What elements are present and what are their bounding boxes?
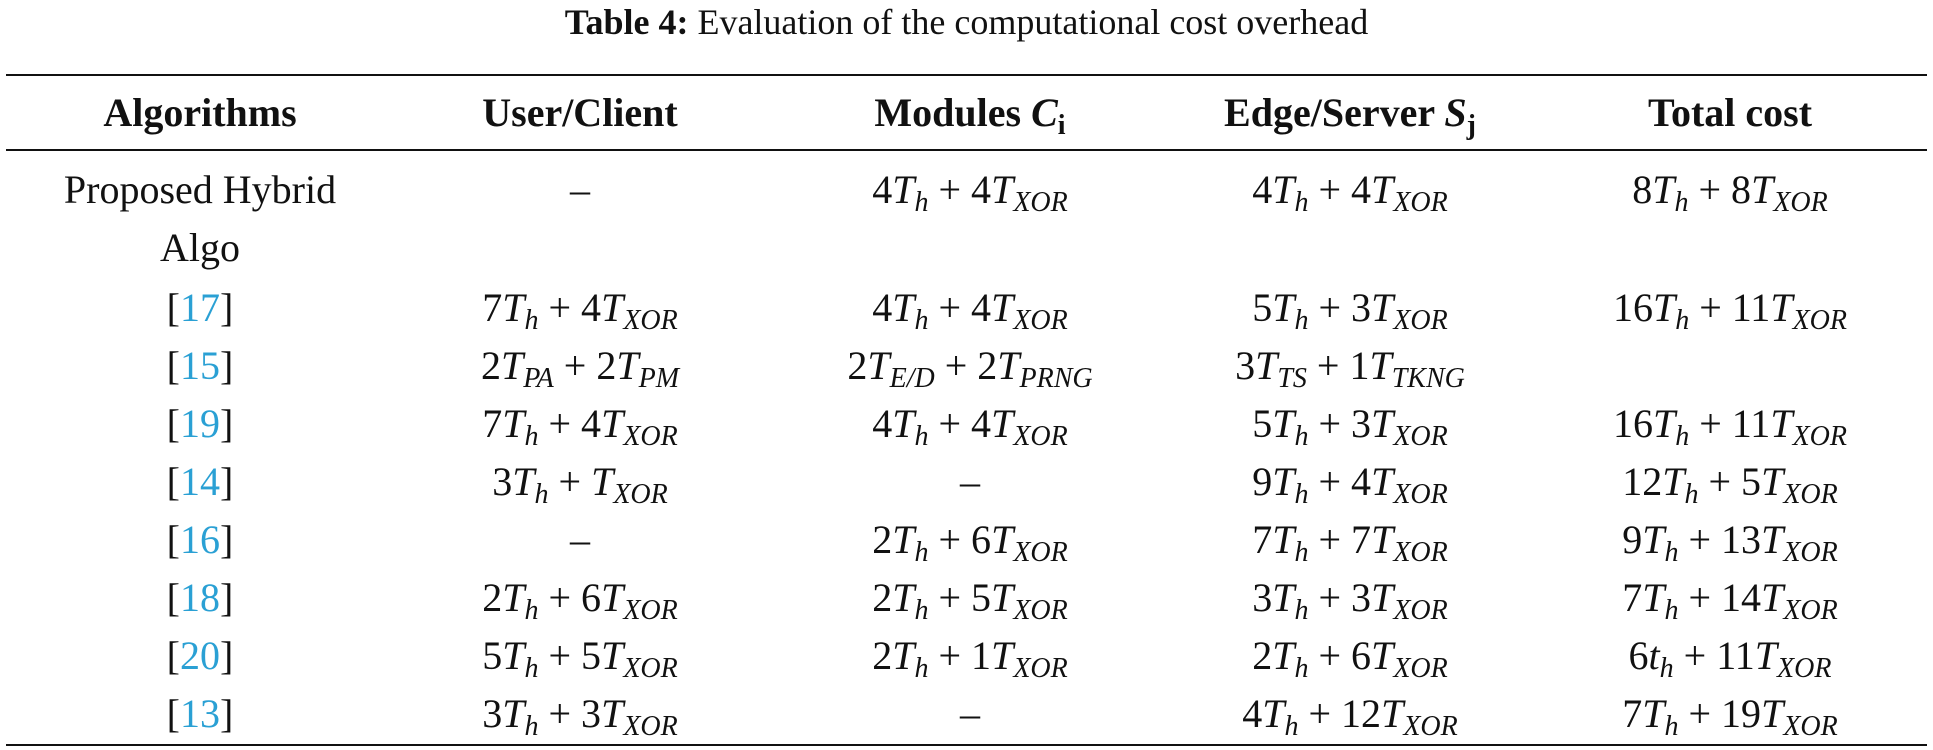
term-symbol: T — [892, 517, 915, 562]
term-coefficient: + 3 — [1308, 285, 1372, 330]
term-subscript: XOR — [1783, 711, 1838, 742]
term-subscript: XOR — [1403, 711, 1458, 742]
term-symbol: T — [1770, 285, 1793, 330]
term-subscript: XOR — [623, 305, 678, 336]
term-subscript: TS — [1277, 363, 1307, 394]
edge-cost-cell — [1190, 340, 1510, 392]
term-subscript: h — [1294, 187, 1309, 218]
term-subscript: h — [524, 711, 539, 742]
term-coefficient: 4 — [872, 285, 893, 330]
term-coefficient: 5 — [482, 633, 503, 678]
total-cost-cell — [1580, 688, 1880, 740]
header-rule — [6, 149, 1927, 151]
table-label: Table 4: — [564, 2, 689, 42]
cell-text: – — [960, 459, 980, 504]
term-coefficient: + 4 — [928, 285, 992, 330]
term-coefficient: + 14 — [1678, 575, 1762, 620]
term-symbol: T — [502, 633, 525, 678]
term-symbol: T — [991, 633, 1014, 678]
modules-cost-cell — [800, 398, 1140, 450]
term-symbol: T — [1652, 167, 1675, 212]
term-symbol: T — [502, 575, 525, 620]
term-subscript: PRNG — [1019, 363, 1093, 394]
term-coefficient: 2 — [872, 517, 893, 562]
header-user-client: User/Client — [482, 90, 678, 135]
term-subscript: PA — [523, 363, 554, 394]
term-symbol: T — [1662, 459, 1685, 504]
term-coefficient: 9 — [1252, 459, 1273, 504]
term-coefficient: 3 — [492, 459, 513, 504]
term-coefficient: + 3 — [538, 691, 602, 736]
modules-cost-cell — [800, 630, 1140, 682]
algorithm-cell-continued — [40, 222, 360, 274]
term-subscript: XOR — [1393, 479, 1448, 510]
term-symbol: T — [1371, 167, 1394, 212]
term-coefficient: 4 — [1252, 167, 1273, 212]
term-symbol: T — [991, 401, 1014, 446]
term-symbol: T — [991, 575, 1014, 620]
header-edge-symbol: S — [1444, 90, 1467, 135]
term-symbol: T — [892, 401, 915, 446]
term-symbol: T — [1371, 459, 1394, 504]
term-symbol: T — [1371, 575, 1394, 620]
term-subscript: h — [1664, 537, 1679, 568]
cell-text: – — [960, 691, 980, 736]
term-coefficient: 3 — [482, 691, 503, 736]
term-coefficient: 4 — [872, 167, 893, 212]
term-subscript: XOR — [1777, 653, 1832, 684]
header-algorithms: Algorithms — [103, 90, 297, 135]
cell-text: – — [570, 517, 590, 562]
algorithm-cell[interactable] — [40, 572, 360, 624]
total-cost-cell — [1580, 340, 1880, 392]
header-edge-subscript: j — [1466, 110, 1476, 141]
total-cost-cell — [1580, 164, 1880, 216]
term-coefficient: 2 — [872, 575, 893, 620]
reference-link[interactable]: 17 — [180, 285, 220, 330]
header-total-cost: Total cost — [1647, 90, 1813, 135]
term-subscript: XOR — [1393, 653, 1448, 684]
header-modules — [800, 82, 1140, 144]
term-coefficient: 7 — [1622, 691, 1643, 736]
term-subscript: XOR — [1393, 305, 1448, 336]
term-subscript: h — [914, 653, 929, 684]
term-coefficient: 2 — [847, 343, 868, 388]
term-symbol: T — [1272, 285, 1295, 330]
term-subscript: XOR — [1393, 537, 1448, 568]
term-coefficient: 16 — [1612, 401, 1653, 446]
user-cost-cell — [420, 456, 740, 508]
term-coefficient: + 11 — [1689, 401, 1771, 446]
term-subscript: h — [914, 187, 929, 218]
user-cost-cell — [420, 164, 740, 216]
term-symbol: T — [512, 459, 535, 504]
term-symbol: T — [991, 517, 1014, 562]
term-subscript: XOR — [1013, 653, 1068, 684]
modules-cost-cell — [800, 282, 1140, 334]
term-symbol: T — [1262, 691, 1285, 736]
term-symbol: T — [1652, 401, 1676, 446]
term-subscript: E/D — [889, 363, 935, 394]
term-subscript: XOR — [623, 595, 678, 626]
term-subscript: XOR — [1792, 421, 1847, 452]
term-coefficient: + 2 — [934, 343, 998, 388]
algorithm-cell[interactable] — [40, 514, 360, 566]
user-cost-cell — [420, 282, 740, 334]
term-coefficient: + 8 — [1688, 167, 1752, 212]
term-coefficient: 2 — [480, 343, 501, 388]
term-coefficient: 5 — [1252, 285, 1273, 330]
term-subscript: h — [1284, 711, 1299, 742]
term-coefficient: 2 — [482, 575, 503, 620]
term-coefficient: + 4 — [538, 285, 602, 330]
term-subscript: XOR — [1783, 537, 1838, 568]
term-coefficient: 5 — [1252, 401, 1273, 446]
edge-cost-cell — [1190, 164, 1510, 216]
term-subscript: h — [524, 595, 539, 626]
table-title: Evaluation of the computational cost overhead — [697, 2, 1369, 42]
term-coefficient: + 6 — [928, 517, 992, 562]
total-cost-cell — [1580, 456, 1880, 508]
term-subscript: h — [1294, 653, 1309, 684]
term-symbol: T — [892, 575, 915, 620]
term-coefficient: 4 — [872, 401, 893, 446]
modules-cost-cell — [800, 456, 1140, 508]
edge-cost-cell — [1190, 456, 1510, 508]
term-coefficient: 7 — [1622, 575, 1643, 620]
user-cost-cell — [420, 572, 740, 624]
term-symbol: T — [1371, 285, 1394, 330]
term-symbol: T — [601, 575, 624, 620]
reference-bracket-close: ] — [220, 633, 234, 678]
term-subscript: h — [1294, 595, 1309, 626]
modules-cost-cell — [800, 572, 1140, 624]
term-coefficient: + 6 — [538, 575, 602, 620]
reference-bracket-close: ] — [220, 575, 234, 620]
term-subscript: PM — [638, 363, 680, 394]
algorithm-name-line1: Proposed Hybrid — [63, 167, 337, 212]
term-subscript: h — [524, 305, 539, 336]
term-coefficient: 7 — [482, 401, 503, 446]
term-subscript: h — [534, 479, 549, 510]
term-coefficient: 12 — [1622, 459, 1663, 504]
term-subscript: XOR — [613, 479, 668, 510]
user-cost-cell — [420, 688, 740, 740]
reference-bracket-open: [ — [166, 401, 180, 446]
term-coefficient: 16 — [1612, 285, 1653, 330]
reference-bracket-close: ] — [220, 401, 234, 446]
header-modules-subscript: i — [1057, 110, 1066, 141]
term-subscript: XOR — [1013, 305, 1068, 336]
reference-link[interactable]: 20 — [180, 633, 220, 678]
term-symbol: T — [1371, 633, 1394, 678]
modules-cost-cell — [800, 514, 1140, 566]
term-coefficient: + 4 — [538, 401, 602, 446]
modules-cost-cell — [800, 164, 1140, 216]
table-caption — [0, 0, 1933, 44]
term-symbol: T — [601, 633, 624, 678]
term-coefficient: + 4 — [1308, 167, 1372, 212]
term-symbol: T — [1751, 167, 1774, 212]
term-symbol: T — [1371, 517, 1394, 562]
term-subscript: h — [1294, 421, 1309, 452]
reference-bracket-close: ] — [220, 517, 234, 562]
term-coefficient: + 7 — [1308, 517, 1372, 562]
term-symbol: T — [1381, 691, 1404, 736]
term-subscript: XOR — [1013, 595, 1068, 626]
reference-bracket-open: [ — [166, 575, 180, 620]
user-cost-cell — [420, 340, 740, 392]
term-symbol: T — [1369, 343, 1392, 388]
term-coefficient: + 5 — [928, 575, 992, 620]
term-subscript: h — [1294, 479, 1309, 510]
term-coefficient: + 4 — [1308, 459, 1372, 504]
term-symbol: T — [997, 343, 1020, 388]
term-coefficient: + 3 — [1308, 401, 1372, 446]
term-symbol: T — [616, 343, 639, 388]
term-symbol: T — [1371, 401, 1394, 446]
algorithm-cell[interactable] — [40, 340, 360, 392]
term-symbol: T — [502, 285, 525, 330]
term-coefficient: + 5 — [1698, 459, 1762, 504]
term-symbol: T — [1761, 459, 1784, 504]
algorithm-cell[interactable] — [40, 282, 360, 334]
term-symbol: T — [1272, 401, 1295, 446]
term-symbol: T — [1272, 167, 1295, 212]
term-symbol: T — [502, 691, 525, 736]
reference-bracket-open: [ — [166, 459, 180, 504]
term-subscript: XOR — [1013, 537, 1068, 568]
term-subscript: h — [1675, 421, 1690, 452]
term-symbol: T — [1642, 517, 1665, 562]
term-symbol: T — [991, 285, 1014, 330]
reference-link[interactable]: 13 — [180, 691, 220, 736]
reference-bracket-open: [ — [166, 285, 180, 330]
reference-link[interactable]: 18 — [180, 575, 220, 620]
user-cost-cell — [420, 514, 740, 566]
term-coefficient: + 4 — [928, 167, 992, 212]
term-coefficient: 4 — [1242, 691, 1263, 736]
term-subscript: h — [524, 421, 539, 452]
term-symbol: T — [1642, 691, 1665, 736]
term-symbol: T — [1272, 575, 1295, 620]
term-subscript: XOR — [1773, 187, 1828, 218]
term-symbol: T — [591, 459, 614, 504]
term-subscript: TKNG — [1391, 363, 1465, 394]
term-subscript: h — [1664, 595, 1679, 626]
term-symbol: T — [1255, 343, 1278, 388]
term-coefficient: + 13 — [1678, 517, 1762, 562]
term-subscript: XOR — [1783, 479, 1838, 510]
term-subscript: h — [1684, 479, 1699, 510]
term-coefficient: 8 — [1632, 167, 1653, 212]
term-symbol: T — [1272, 633, 1295, 678]
modules-cost-cell — [800, 688, 1140, 740]
reference-link[interactable]: 14 — [180, 459, 220, 504]
header-modules-symbol: C — [1031, 90, 1058, 135]
term-symbol: T — [1754, 633, 1777, 678]
term-symbol: T — [892, 285, 915, 330]
algorithm-cell[interactable] — [40, 398, 360, 450]
header-modules-label: Modules — [874, 90, 1022, 135]
term-symbol: T — [601, 691, 624, 736]
reference-bracket-close: ] — [220, 285, 234, 330]
term-coefficient: 6 — [1628, 633, 1649, 678]
total-cost-cell — [1580, 282, 1880, 334]
term-subscript: h — [524, 653, 539, 684]
bottom-rule — [6, 744, 1927, 746]
term-subscript: h — [1659, 653, 1674, 684]
header-edge-server — [1190, 82, 1510, 144]
total-cost-cell — [1580, 572, 1880, 624]
term-subscript: h — [914, 537, 929, 568]
user-cost-cell — [420, 630, 740, 682]
term-coefficient: 3 — [1252, 575, 1273, 620]
term-subscript: XOR — [1393, 421, 1448, 452]
term-subscript: XOR — [1013, 421, 1068, 452]
total-cost-cell — [1580, 398, 1880, 450]
reference-bracket-open: [ — [166, 343, 180, 388]
term-symbol: T — [867, 343, 890, 388]
term-subscript: h — [914, 421, 929, 452]
reference-bracket-open: [ — [166, 633, 180, 678]
term-coefficient: 3 — [1235, 343, 1256, 388]
term-symbol: T — [601, 285, 624, 330]
term-symbol: T — [1761, 691, 1784, 736]
top-rule — [6, 74, 1927, 76]
edge-cost-cell — [1190, 630, 1510, 682]
term-coefficient: + — [548, 459, 592, 504]
term-coefficient: 2 — [1252, 633, 1273, 678]
term-symbol: T — [1770, 401, 1793, 446]
term-symbol: T — [991, 167, 1014, 212]
term-coefficient: + 12 — [1298, 691, 1382, 736]
term-coefficient: + 6 — [1308, 633, 1372, 678]
term-symbol: T — [1761, 575, 1784, 620]
term-subscript: h — [1294, 537, 1309, 568]
reference-bracket-open: [ — [166, 691, 180, 736]
edge-cost-cell — [1190, 398, 1510, 450]
edge-cost-cell — [1190, 514, 1510, 566]
term-coefficient: + 11 — [1689, 285, 1771, 330]
term-symbol: T — [1272, 517, 1295, 562]
edge-cost-cell — [1190, 688, 1510, 740]
term-subscript: h — [1294, 305, 1309, 336]
term-coefficient: 7 — [1252, 517, 1273, 562]
term-coefficient: + 1 — [1306, 343, 1370, 388]
term-symbol: T — [502, 401, 525, 446]
term-symbol: T — [1642, 575, 1665, 620]
term-symbol: T — [892, 633, 915, 678]
term-subscript: XOR — [1393, 595, 1448, 626]
reference-bracket-close: ] — [220, 459, 234, 504]
term-subscript: h — [914, 305, 929, 336]
term-subscript: h — [1675, 305, 1690, 336]
term-symbol: T — [1272, 459, 1295, 504]
total-cost-cell — [1580, 514, 1880, 566]
header-edge-label: Edge/Server — [1224, 90, 1435, 135]
term-subscript: XOR — [1783, 595, 1838, 626]
term-coefficient: + 11 — [1673, 633, 1755, 678]
modules-cost-cell — [800, 340, 1140, 392]
term-coefficient: + 2 — [553, 343, 617, 388]
term-symbol: T — [1652, 285, 1676, 330]
algorithm-cell[interactable] — [40, 456, 360, 508]
term-coefficient: 7 — [482, 285, 503, 330]
total-cost-cell — [1580, 630, 1880, 682]
user-cost-cell — [420, 398, 740, 450]
term-coefficient: + 19 — [1678, 691, 1762, 736]
term-subscript: XOR — [623, 421, 678, 452]
algorithm-cell[interactable] — [40, 630, 360, 682]
term-subscript: h — [914, 595, 929, 626]
edge-cost-cell — [1190, 282, 1510, 334]
reference-link[interactable]: 15 — [180, 343, 220, 388]
algorithm-name-line2: Algo — [160, 225, 240, 270]
term-coefficient: + 4 — [928, 401, 992, 446]
term-coefficient: + 1 — [928, 633, 992, 678]
term-symbol: T — [892, 167, 915, 212]
term-subscript: XOR — [1013, 187, 1068, 218]
algorithm-cell[interactable] — [40, 688, 360, 740]
term-coefficient: + 3 — [1308, 575, 1372, 620]
term-symbol: T — [1761, 517, 1784, 562]
reference-bracket-close: ] — [220, 691, 234, 736]
term-subscript: XOR — [623, 653, 678, 684]
term-subscript: h — [1674, 187, 1689, 218]
term-subscript: XOR — [1792, 305, 1847, 336]
term-coefficient: 9 — [1622, 517, 1643, 562]
edge-cost-cell — [1190, 572, 1510, 624]
term-coefficient: 2 — [872, 633, 893, 678]
reference-bracket-open: [ — [166, 517, 180, 562]
term-symbol: T — [601, 401, 624, 446]
reference-link[interactable]: 19 — [180, 401, 220, 446]
term-subscript: XOR — [1393, 187, 1448, 218]
term-symbol: t — [1648, 633, 1660, 678]
reference-bracket-close: ] — [220, 343, 234, 388]
term-coefficient: + 5 — [538, 633, 602, 678]
cell-text: – — [570, 167, 590, 212]
term-symbol: T — [500, 343, 524, 388]
term-subscript: XOR — [623, 711, 678, 742]
reference-link[interactable]: 16 — [180, 517, 220, 562]
algorithm-cell — [40, 164, 360, 216]
term-subscript: h — [1664, 711, 1679, 742]
